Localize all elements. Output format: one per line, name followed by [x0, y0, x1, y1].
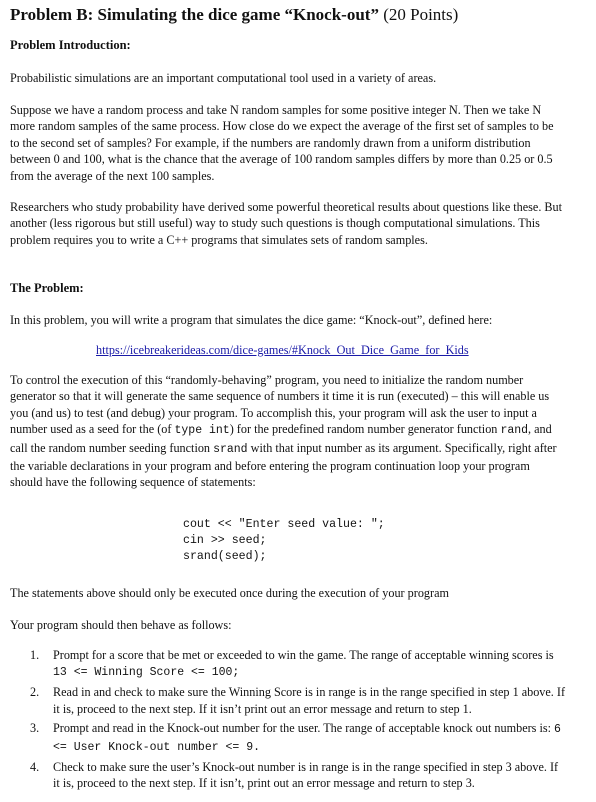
step-code: 6 <= User Knock-out number <= 9. [53, 722, 561, 755]
srand-code: srand [213, 442, 248, 456]
step-text: Check to make sure the user’s Knock-out number is in range is in the range specified in step 3 above. If it is, proceed to the next step. If it isn’t, print out an error message and return to step 3. [53, 760, 559, 791]
problem-heading: The Problem: [10, 281, 84, 295]
seed-control-paragraph [10, 372, 565, 491]
behave-paragraph: Your program should then behave as follows: [10, 618, 232, 632]
intro-heading: Problem Introduction: [10, 38, 131, 52]
code-line: srand(seed); [183, 550, 267, 563]
seed-text-4: with that input number as its argument. Specifically, right after the variable declarations in your program and before entering the program continuation loop your program should have the following sequence of statements: [10, 440, 557, 490]
step-text: Prompt for a score that be met or exceeded to win the game. The range of acceptable winning scores is [53, 648, 554, 662]
list-item [10, 720, 566, 756]
list-item [10, 647, 566, 681]
seed-text-3: , and call the random number seeding function [10, 422, 552, 455]
seed-text-1: To control the execution of this “randomly-behaving” program, you need to initialize the random number generator so that it will generate the same sequence of numbers it time it is run (executed) – this will enable us you (and us) to test (and debug) your program. To accomplish this, your program will ask the user to input a number used as a seed for the (of [10, 373, 550, 437]
steps-list [10, 647, 566, 795]
code-line: cout << "Enter seed value: "; [183, 518, 385, 531]
problem-paragraph-1: In this problem, you will write a program that simulates the dice game: “Knock-out”, defined here: [10, 313, 493, 327]
title-bold: Problem B: Simulating the dice game “Knock-out” [10, 5, 379, 24]
step-number: 3. [30, 720, 40, 735]
rand-code: rand [500, 424, 529, 438]
step-number: 4. [30, 760, 40, 775]
intro-paragraph-3: Researchers who study probability have derived some powerful theoretical results about questions like these. But another (less rigorous but still useful) way to study such questions is though computational simulations. This problem requires you to write a C++ programs that simulates sets of random samples. [10, 200, 563, 247]
code-block [183, 517, 385, 565]
title-points: (20 Points) [378, 5, 459, 24]
rules-link[interactable]: https://icebreakerideas.com/dice-games/#Knock_Out_Dice_Game_for_Kids [96, 343, 469, 357]
step-text: Prompt and read in the Knock-out number for the user. The range of acceptable knock out numbers is: [53, 720, 555, 735]
once-paragraph: The statements above should only be executed once during the execution of your program [10, 586, 449, 600]
list-item [10, 759, 566, 791]
list-item [10, 684, 566, 716]
type-int-code: type int [174, 424, 230, 438]
step-text: Read in and check to make sure the Winning Score is in range is in the range specified in step 1 above. If it is, proceed to the next step. If it isn’t print out an error message and return to step 1. [53, 685, 566, 716]
step-number: 2. [30, 685, 40, 700]
step-number: 1. [30, 648, 40, 662]
step-code: 13 <= Winning Score <= 100; [53, 666, 240, 680]
code-line: cin >> seed; [183, 534, 267, 547]
page-title [10, 5, 458, 25]
intro-paragraph-2: Suppose we have a random process and take N random samples for some positive integer N. Then we take N more random samples of the same process. How close do we expect the average of the first set of samples to be to the second set of samples? For example, if the numbers are randomly drawn from a uniform distribution between 0 and 100, what is the chance that the average of 100 random samples differs by more than 0.25 or 0.5 from the average of the next 100 samples. [10, 103, 554, 183]
intro-paragraph-1: Probabilistic simulations are an important computational tool used in a variety of areas. [10, 71, 437, 85]
seed-text-2: ) for the predefined random number generator function [229, 422, 501, 437]
